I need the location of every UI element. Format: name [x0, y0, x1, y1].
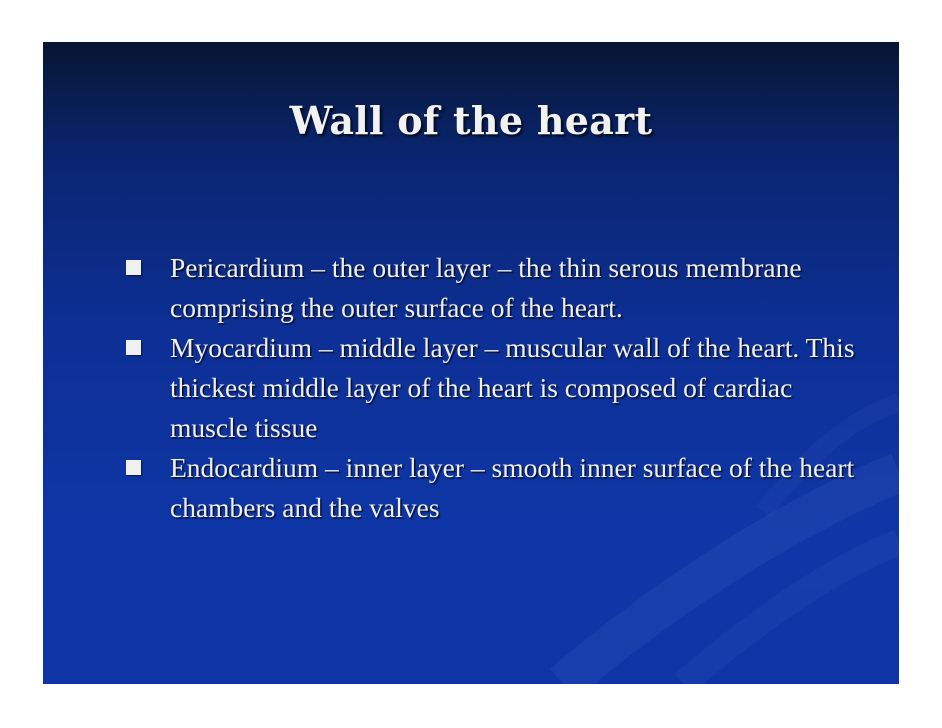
bullet-text: Myocardium – middle layer – muscular wall of the heart. This thickest middle layer of the heart is composed of cardiac muscle tissue — [170, 332, 855, 443]
square-bullet-icon — [126, 260, 141, 275]
bullet-item-myocardium — [43, 328, 899, 448]
slide-title: Wall of the heart — [289, 98, 653, 143]
bullet-text: Pericardium – the outer layer – the thin serous membrane comprising the outer surface of the heart. — [170, 252, 802, 323]
slide — [43, 42, 899, 684]
bullet-text: Endocardium – inner layer – smooth inner surface of the heart chambers and the valves — [170, 452, 855, 523]
bullet-item-pericardium — [43, 248, 899, 328]
bullet-item-endocardium — [43, 448, 899, 528]
square-bullet-icon — [126, 460, 141, 475]
square-bullet-icon — [126, 340, 141, 355]
bullet-list — [43, 248, 899, 528]
